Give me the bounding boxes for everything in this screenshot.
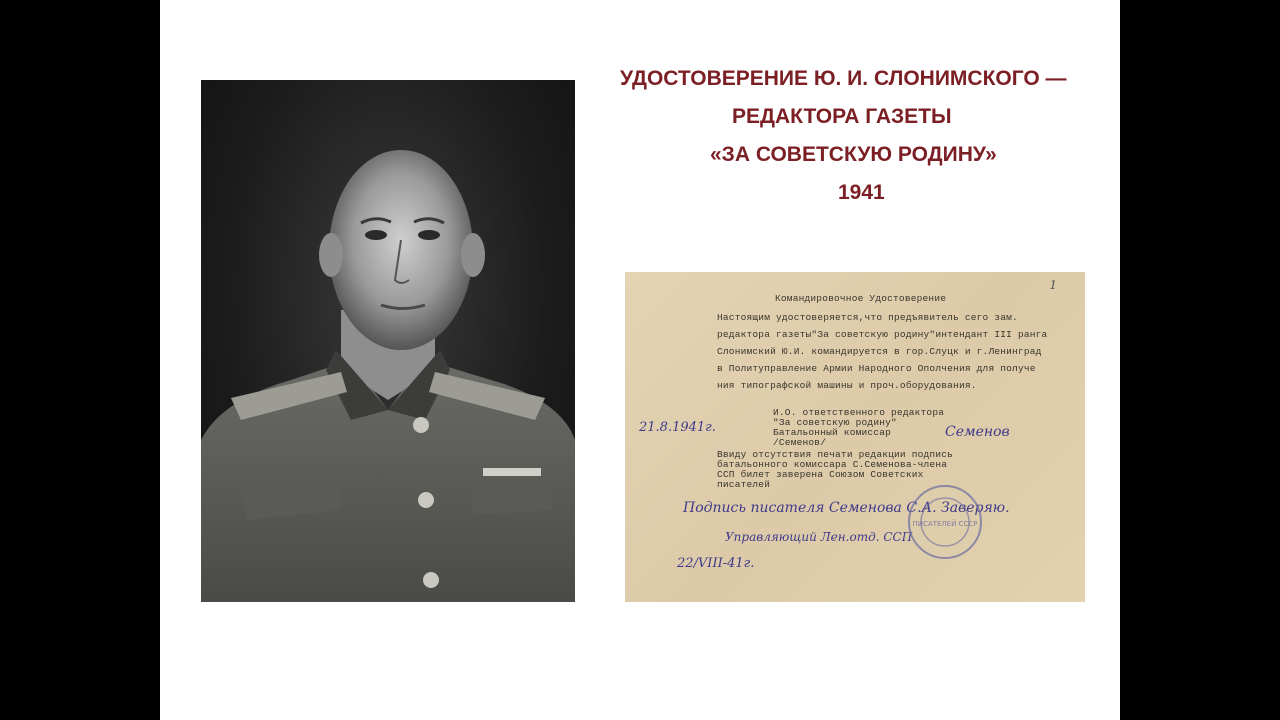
note-line: ССП билет заверена Союзом Советских	[717, 469, 924, 480]
body-line: ния типографской машины и проч.оборудования.	[717, 380, 977, 391]
body-line: Настоящим удостоверяется,что предъявитель сего зам.	[717, 312, 1018, 323]
note-line: писателей	[717, 479, 771, 490]
note-line: батальонного комиссара С.Семенова-члена	[717, 459, 948, 470]
slide	[160, 0, 1120, 720]
portrait-illustration	[201, 80, 575, 602]
handwritten-date: 21.8.1941г.	[639, 420, 716, 435]
page-number: 1	[1049, 278, 1057, 292]
sign-line: Батальонный комиссар	[773, 427, 892, 438]
body-line: Слонимский Ю.И. командируется в гор.Слуцк и г.Ленинград	[717, 346, 1042, 357]
body-line: редактора газеты"За советскую родину"интендант III ранга	[717, 329, 1048, 340]
stamp-seal-icon	[905, 482, 985, 562]
sign-line: И.О. ответственного редактора	[773, 407, 945, 418]
signature-block	[773, 408, 944, 448]
handwritten-office: Управляющий Лен.отд. ССП	[725, 530, 913, 544]
portrait-photo	[201, 80, 575, 602]
sign-line: /Семенов/	[773, 437, 827, 448]
document-heading: Командировочное Удостоверение	[775, 293, 947, 304]
title-line-2: РЕДАКТОРА ГАЗЕТЫ	[732, 105, 952, 128]
title-year: 1941	[838, 181, 885, 204]
body-line: в Политуправление Армии Народного Ополчения для получе	[717, 363, 1036, 374]
slide-title	[600, 60, 1120, 212]
document-body	[717, 309, 1047, 394]
note-line: Ввиду отсутствия печати редакции подпись	[717, 449, 954, 460]
document-scan	[625, 272, 1085, 602]
sign-line: "За советскую родину"	[773, 417, 897, 428]
title-line-3: «ЗА СОВЕТСКУЮ РОДИНУ»	[710, 143, 997, 166]
handwritten-cert-date: 22/VIII-41г.	[677, 556, 755, 571]
handwritten-certification: Подпись писателя Семенова С.А. Заверяю.	[683, 500, 1010, 516]
title-line-1: УДОСТОВЕРЕНИЕ Ю. И. СЛОНИМСКОГО —	[620, 67, 1067, 90]
stamp-text: ПИСАТЕЛЕЙ СССР	[912, 520, 978, 528]
handwritten-signature: Семенов	[945, 424, 1010, 440]
